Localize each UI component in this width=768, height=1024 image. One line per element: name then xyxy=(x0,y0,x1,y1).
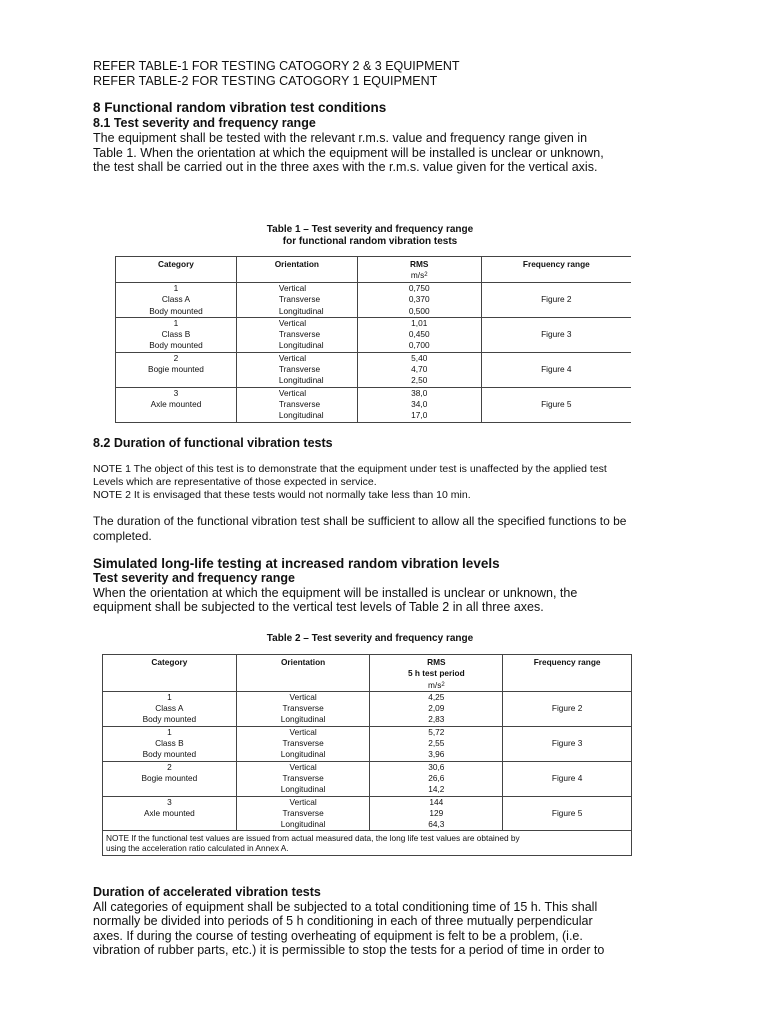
table-row xyxy=(116,387,632,422)
table-2-figure-cell: Figure 2 xyxy=(503,691,632,726)
long-life-para-2: equipment shall be subjected to the vertical test levels of Table 2 in all three axes. xyxy=(93,600,544,614)
long-life-subheading: Test severity and frequency range xyxy=(93,571,295,585)
table-2-category-cell: 2 Bogie mounted xyxy=(103,761,237,796)
table-1-rms-cell: 0,750 0,370 0,500 xyxy=(357,283,481,318)
table-row xyxy=(116,283,632,318)
table-2-rms-cell: 30,6 26,6 14,2 xyxy=(370,761,503,796)
table-2-rms-cell: 5,72 2,55 3,96 xyxy=(370,726,503,761)
table-1-figure-cell: Figure 5 xyxy=(481,387,631,422)
note-1-line-2: Levels which are representative of those expected in service. xyxy=(93,476,377,488)
accelerated-para-2: normally be divided into periods of 5 h conditioning in each of three mutually perpendicular xyxy=(93,914,593,928)
section-8-2-para-2: completed. xyxy=(93,529,152,543)
long-life-heading: Simulated long-life testing at increased random vibration levels xyxy=(93,556,500,571)
refer-line-2: REFER TABLE-2 FOR TESTING CATOGORY 1 EQUIPMENT xyxy=(93,74,438,88)
table-row xyxy=(103,761,632,796)
table-row xyxy=(116,317,632,352)
table-2-header-rms: RMS 5 h test period $m/s^2$ xyxy=(370,655,503,692)
table-1-header-category: Category xyxy=(116,257,237,283)
table-1-category-cell: 1 Class A Body mounted xyxy=(116,283,237,318)
section-8-1-para-1: The equipment shall be tested with the relevant r.m.s. value and frequency range given in xyxy=(93,131,588,145)
table-row xyxy=(103,691,632,726)
table-1-figure-cell: Figure 3 xyxy=(481,317,631,352)
table-1 xyxy=(115,256,631,423)
table-2-header-orientation: Orientation xyxy=(236,655,370,692)
table-1-caption-2: for functional random vibration tests xyxy=(282,236,458,247)
table-1-rms-cell: 38,0 34,0 17,0 xyxy=(357,387,481,422)
table-1-orientation-cell: Vertical Transverse Longitudinal xyxy=(236,283,357,318)
table-2-rms-cell: 4,25 2,09 2,83 xyxy=(370,691,503,726)
table-2-rms-cell: 144 129 64,3 xyxy=(370,796,503,831)
accelerated-heading: Duration of accelerated vibration tests xyxy=(93,885,321,899)
table-1-caption: Table 1 – Test severity and frequency range xyxy=(266,224,474,235)
note-1-line-1: NOTE 1 The object of this test is to demonstrate that the equipment under test is unaffected by the applied test xyxy=(93,463,607,475)
table-1-figure-cell: Figure 4 xyxy=(481,352,631,387)
table-1-category-cell: 3 Axle mounted xyxy=(116,387,237,422)
table-1-figure-cell: Figure 2 xyxy=(481,283,631,318)
table-1-category-cell: 1 Class B Body mounted xyxy=(116,317,237,352)
section-8-1-heading: 8.1 Test severity and frequency range xyxy=(93,116,316,130)
table-row xyxy=(103,726,632,761)
table-2-caption: Table 2 – Test severity and frequency range xyxy=(266,633,474,644)
table-2-orientation-cell: Vertical Transverse Longitudinal xyxy=(236,691,370,726)
section-8-2-para-1: The duration of the functional vibration test shall be sufficient to allow all the specified functions to be xyxy=(93,514,627,528)
table-2-orientation-cell: Vertical Transverse Longitudinal xyxy=(236,761,370,796)
table-1-header-orientation: Orientation xyxy=(236,257,357,283)
table-2-orientation-cell: Vertical Transverse Longitudinal xyxy=(236,726,370,761)
table-2-note-row xyxy=(103,831,632,856)
table-1-header-rms: RMS $m/s^2$ xyxy=(357,257,481,283)
table-1-rms-cell: 1,01 0,450 0,700 xyxy=(357,317,481,352)
accelerated-para-3: axes. If during the course of testing overheating of equipment is felt to be a problem, (i.e. xyxy=(93,929,583,943)
section-8-2-heading: 8.2 Duration of functional vibration tests xyxy=(93,436,333,450)
table-row xyxy=(103,796,632,831)
table-2-header-category: Category xyxy=(103,655,237,692)
section-8-1-para-3: the test shall be carried out in the three axes with the r.m.s. value given for the vertical axis. xyxy=(93,160,598,174)
table-1-header-frequency: Frequency range xyxy=(481,257,631,283)
accelerated-para-4: vibration of rubber parts, etc.) it is permissible to stop the tests for a period of time in order to xyxy=(93,943,605,957)
table-2-header-frequency: Frequency range xyxy=(503,655,632,692)
table-row xyxy=(116,352,632,387)
refer-line-1: REFER TABLE-1 FOR TESTING CATOGORY 2 & 3 EQUIPMENT xyxy=(93,59,460,73)
table-2 xyxy=(102,654,632,856)
table-2-category-cell: 1 Class A Body mounted xyxy=(103,691,237,726)
table-2-header-row xyxy=(103,655,632,692)
table-1-header-row xyxy=(116,257,632,283)
table-2-category-cell: 1 Class B Body mounted xyxy=(103,726,237,761)
table-1-orientation-cell: Vertical Transverse Longitudinal xyxy=(236,317,357,352)
table-1-rms-cell: 5,40 4,70 2,50 xyxy=(357,352,481,387)
long-life-para-1: When the orientation at which the equipment will be installed is unclear or unknown, the xyxy=(93,586,578,600)
table-2-figure-cell: Figure 4 xyxy=(503,761,632,796)
table-2-category-cell: 3 Axle mounted xyxy=(103,796,237,831)
table-2-figure-cell: Figure 3 xyxy=(503,726,632,761)
table-2-note: NOTE If the functional test values are issued from actual measured data, the long life test values are obtained by using the acceleration ratio calculated in Annex A. xyxy=(103,831,632,856)
section-8-heading: 8 Functional random vibration test conditions xyxy=(93,100,387,115)
table-2-orientation-cell: Vertical Transverse Longitudinal xyxy=(236,796,370,831)
table-2-figure-cell: Figure 5 xyxy=(503,796,632,831)
table-1-orientation-cell: Vertical Transverse Longitudinal xyxy=(236,387,357,422)
section-8-1-para-2: Table 1. When the orientation at which the equipment will be installed is unclear or unknown, xyxy=(93,146,604,160)
note-2: NOTE 2 It is envisaged that these tests would not normally take less than 10 min. xyxy=(93,489,471,501)
table-1-orientation-cell: Vertical Transverse Longitudinal xyxy=(236,352,357,387)
table-1-category-cell: 2 Bogie mounted xyxy=(116,352,237,387)
accelerated-para-1: All categories of equipment shall be subjected to a total conditioning time of 15 h. This shall xyxy=(93,900,598,914)
